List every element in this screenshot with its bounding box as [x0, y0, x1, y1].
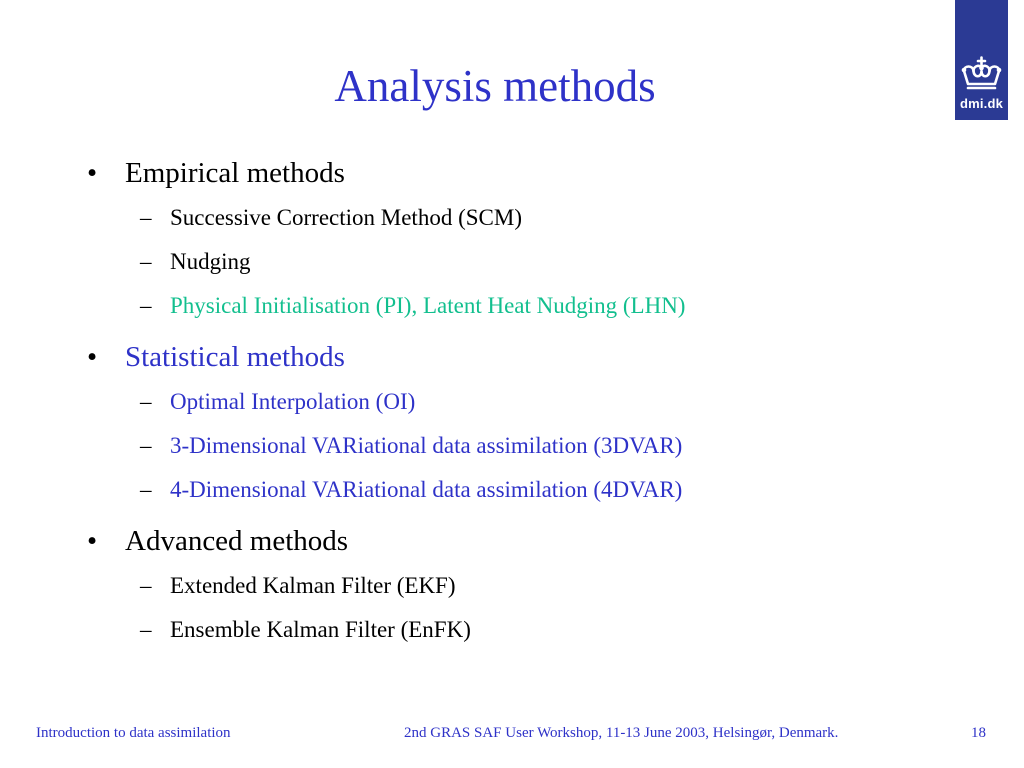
dash-marker: –	[140, 573, 152, 598]
sub-bullet-text: 4-Dimensional VARiational data assimilation (4DVAR)	[170, 477, 683, 502]
bullet-marker: •	[87, 341, 98, 373]
sub-bullet-item	[140, 616, 471, 644]
dash-marker: –	[140, 205, 152, 230]
sub-bullet-text: Extended Kalman Filter (EKF)	[170, 573, 456, 598]
sub-bullet-item	[140, 204, 522, 232]
bullet-marker: •	[87, 157, 98, 189]
bullet-text: Empirical methods	[125, 157, 345, 189]
dash-marker: –	[140, 477, 152, 502]
slide-title: Analysis methods	[334, 61, 656, 111]
sub-bullet-item	[140, 572, 456, 600]
bullet-text: Advanced methods	[125, 525, 349, 557]
sub-bullet-text: Nudging	[170, 249, 251, 274]
sub-bullet-item	[140, 248, 251, 276]
dash-marker: –	[140, 293, 152, 318]
bullet-item	[87, 156, 345, 190]
bullet-marker: •	[87, 525, 98, 557]
bullet-text: Statistical methods	[125, 341, 345, 373]
sub-bullet-text: Optimal Interpolation (OI)	[170, 389, 416, 414]
sub-bullet-item	[140, 388, 416, 416]
bullet-item	[87, 524, 349, 558]
sub-bullet-text: Ensemble Kalman Filter (EnFK)	[170, 617, 471, 642]
footer-page-number: 18	[971, 725, 986, 741]
crown-icon	[959, 56, 1004, 96]
sub-bullet-item	[140, 292, 686, 320]
footer-left: Introduction to data assimilation	[36, 725, 231, 741]
dash-marker: –	[140, 249, 152, 274]
dash-marker: –	[140, 389, 152, 414]
sub-bullet-item	[140, 476, 683, 504]
bullet-item	[87, 340, 345, 374]
logo-text: dmi.dk	[959, 96, 1004, 111]
dash-marker: –	[140, 433, 152, 458]
sub-bullet-item	[140, 432, 683, 460]
sub-bullet-text: Successive Correction Method (SCM)	[170, 205, 522, 230]
sub-bullet-text: 3-Dimensional VARiational data assimilation (3DVAR)	[170, 433, 683, 458]
sub-bullet-text: Physical Initialisation (PI), Latent Heat Nudging (LHN)	[170, 293, 686, 318]
dmi-logo	[955, 0, 1008, 120]
dash-marker: –	[140, 617, 152, 642]
footer-center: 2nd GRAS SAF User Workshop, 11-13 June 2003, Helsingør, Denmark.	[404, 725, 839, 741]
